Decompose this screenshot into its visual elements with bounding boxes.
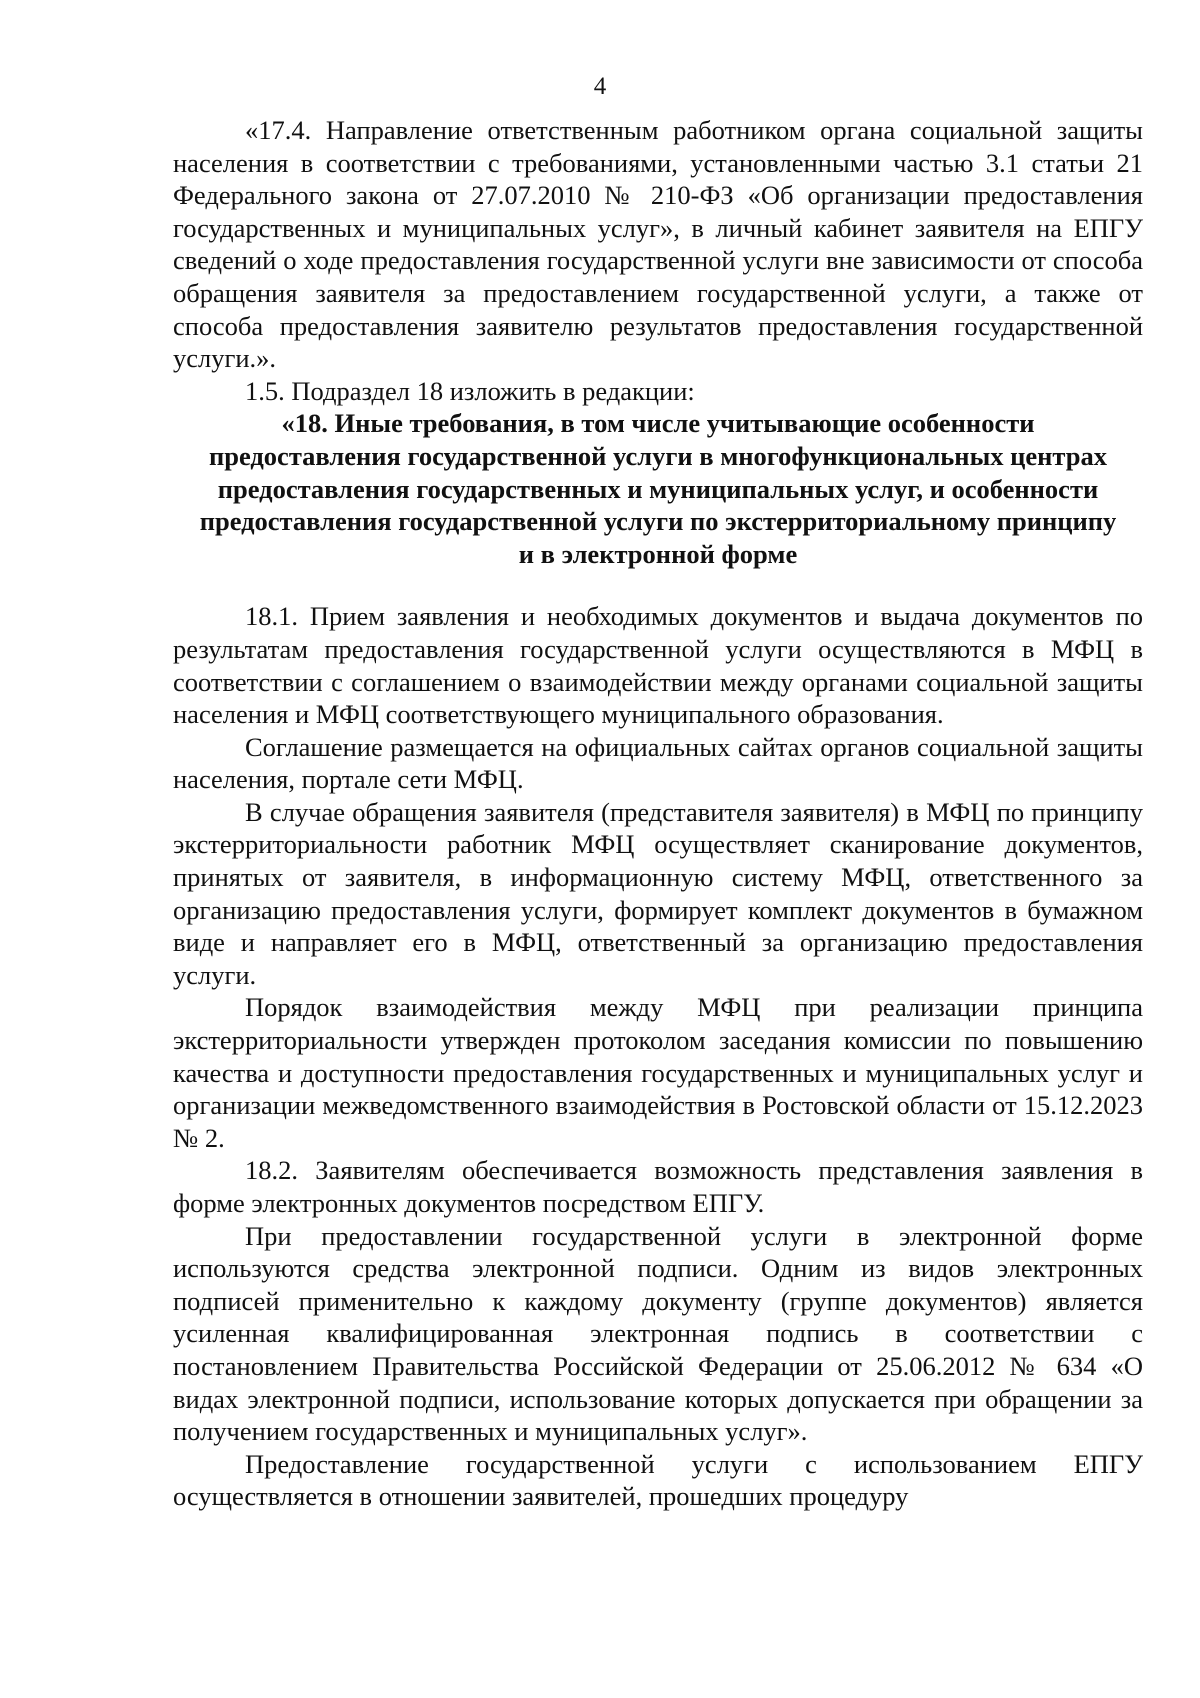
paragraph-18-2: 18.2. Заявителям обеспечивается возможность представления заявления в форме электронных документов посредством ЕПГУ.: [173, 1155, 1143, 1218]
section-18-heading: «18. Иные требования, в том числе учитывающие особенности предоставления государственной услуги в многофункциональных центрах предоставления государственных и муниципальных услуг, и особенности предоставления государственной услуги по экстерриториальному принципу и в электронной форме: [199, 408, 1117, 569]
paragraph-18-1: 18.1. Прием заявления и необходимых документов и выдача документов по результатам предоставления государственной услуги осуществляются в МФЦ в соответствии с соглашением о взаимодействии между органами социальной защиты населения и МФЦ соответствующего муниципального образования.: [173, 601, 1143, 730]
page-number: 4: [593, 73, 607, 100]
paragraph-agreement: Соглашение размещается на официальных сайтах органов социальной защиты населения, портале сети МФЦ.: [173, 731, 1143, 795]
paragraph-epgu: Предоставление государственной услуги с использованием ЕПГУ осуществляется в отношении заявителей, прошедших процедуру: [173, 1448, 1143, 1512]
paragraph-1-5: 1.5. Подраздел 18 изложить в редакции:: [245, 375, 695, 406]
paragraph-extraterritorial: В случае обращения заявителя (представителя заявителя) в МФЦ по принципу экстерриториальности работник МФЦ осуществляет сканирование документов, принятых от заявителя, в информационную систему МФЦ, ответственного за организацию предоставления услуги, формирует комплект документов в бумажном виде и направляет его в МФЦ, ответственный за организацию предоставления услуги.: [173, 796, 1143, 990]
paragraph-17-4: «17.4. Направление ответственным работником органа социальной защиты населения в соответствии с требованиями, установленными частью 3.1 статьи 21 Федерального закона от 27.07.2010 № 210-ФЗ «Об организации предоставления государственных и муниципальных услуг», в личный кабинет заявителя на ЕПГУ сведений о ходе предоставления государственной услуги вне зависимости от способа обращения заявителя за предоставлением государственной услуги, а также от способа предоставления заявителю результатов предоставления государственной услуги.».: [173, 115, 1143, 374]
paragraph-procedure: Порядок взаимодействия между МФЦ при реализации принципа экстерриториальности утвержден протоколом заседания комиссии по повышению качества и доступности предоставления государственных и муниципальных услуг и организации межведомственного взаимодействия в Ростовской области от 15.12.2023 № 2.: [173, 992, 1143, 1153]
paragraph-electronic-signature: При предоставлении государственной услуги в электронной форме используются средства электронной подписи. Одним из видов электронных подписей применительно к каждому документу (группе документов) является усиленная квалифицированная электронная подпись в соответствии с постановлением Правительства Российской Федерации от 25.06.2012 № 634 «О видах электронной подписи, использование которых допускается при обращении за получением государственных и муниципальных услуг».: [173, 1220, 1143, 1447]
document-body: [173, 114, 1143, 1513]
